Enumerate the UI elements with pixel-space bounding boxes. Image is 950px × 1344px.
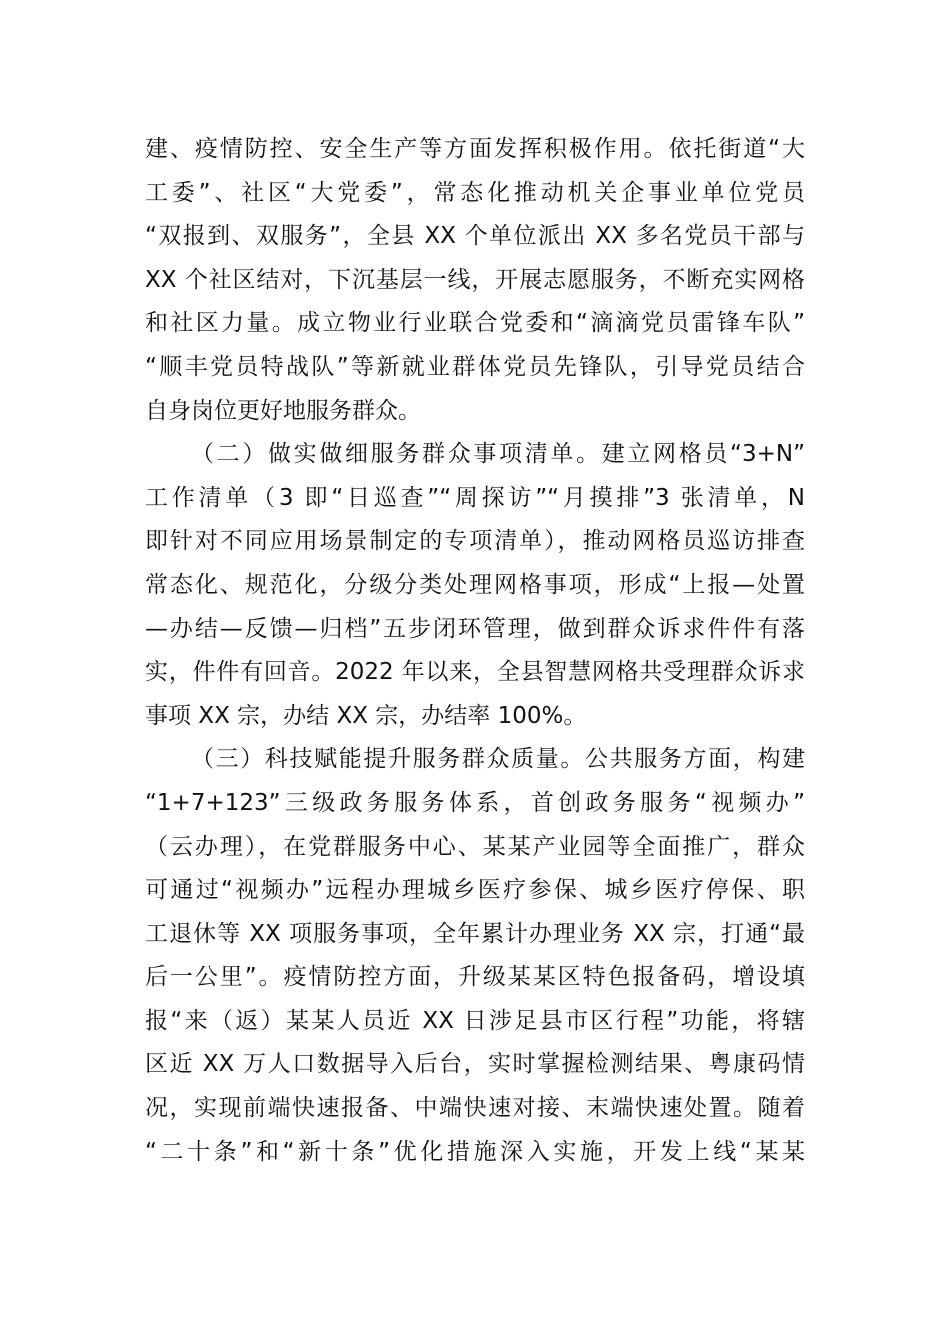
text-line: 报“来（返）某某人员近 XX 日涉足县市区行程”功能，将辖	[145, 1007, 805, 1034]
paragraph-continuation	[145, 128, 805, 433]
text-line: 和社区力量。成立物业行业联合党委和“滴滴党员雷锋车队”	[145, 310, 805, 337]
text-line: 工委”、社区“大党委”，常态化推动机关企事业单位党员	[145, 179, 805, 206]
section-heading-line: （二）做实做细服务群众事项清单。建立网格员“3+N”	[191, 441, 805, 468]
text-line: 实，件件有回音。2022 年以来，全县智慧网格共受理群众诉求	[145, 659, 805, 686]
text-line: 可通过“视频办”远程办理城乡医疗参保、城乡医疗停保、职	[145, 877, 805, 904]
text-line: 区近 XX 万人口数据导入后台，实时掌握检测结果、粤康码情	[145, 1051, 805, 1078]
text-line: （云办理），在党群服务中心、某某产业园等全面推广，群众	[145, 833, 805, 860]
text-line: 工作清单（3 即“日巡查”“周探访”“月摸排”3 张清单，N	[145, 484, 805, 511]
text-line: 常态化、规范化，分级分类处理网格事项，形成“上报—处置	[145, 571, 805, 598]
text-line: “二十条”和“新十条”优化措施深入实施，开发上线“某某	[145, 1138, 805, 1165]
text-line: XX 个社区结对，下沉基层一线，开展志愿服务，不断充实网格	[145, 266, 805, 293]
text-line: “双报到、双服务”，全县 XX 个单位派出 XX 多名党员干部与	[145, 223, 805, 250]
text-line: “1+7+123”三级政务服务体系，首创政务服务“视频办”	[145, 789, 805, 816]
text-line: 自身岗位更好地服务群众。	[145, 397, 421, 424]
text-line: 事项 XX 宗，办结 XX 宗，办结率 100%。	[145, 702, 587, 729]
paragraph-section-2	[145, 433, 805, 738]
paragraph-section-3	[145, 738, 805, 1174]
text-line: 工退休等 XX 项服务事项，全年累计办理业务 XX 宗，打通“最	[145, 920, 805, 947]
text-line: 后一公里”。疫情防控方面，升级某某区特色报备码，增设填	[145, 964, 805, 991]
text-line: 建、疫情防控、安全生产等方面发挥积极作用。依托街道“大	[145, 136, 805, 162]
text-line: 即针对不同应用场景制定的专项清单），推动网格员巡访排查	[145, 528, 805, 555]
document-body	[145, 128, 805, 1174]
text-line: —办结—反馈—归档”五步闭环管理，做到群众诉求件件有落	[145, 615, 805, 642]
section-heading-line: （三）科技赋能提升服务群众质量。公共服务方面，构建	[191, 746, 805, 773]
text-line: “顺丰党员特战队”等新就业群体党员先锋队，引导党员结合	[145, 353, 805, 380]
text-line: 况，实现前端快速报备、中端快速对接、末端快速处置。随着	[145, 1095, 805, 1122]
